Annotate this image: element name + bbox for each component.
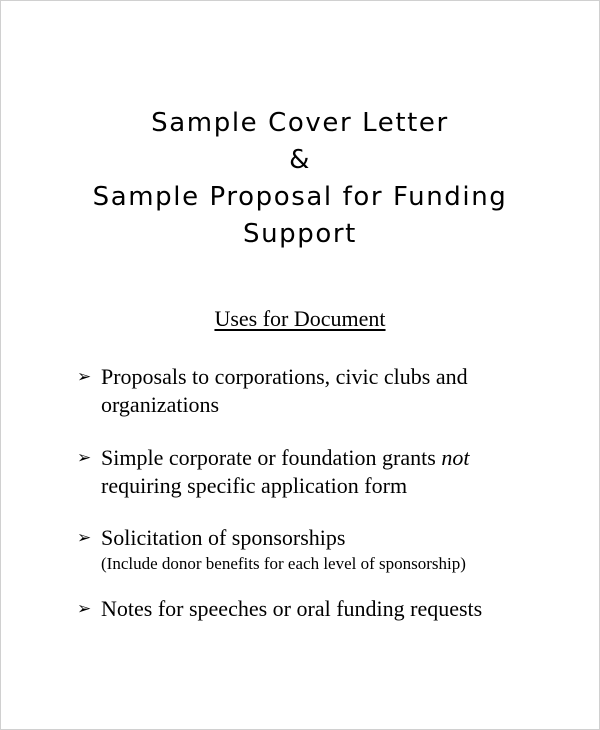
title-line-4: Support (243, 219, 357, 249)
title-line-3: Sample Proposal for Funding (92, 182, 508, 212)
list-item-text-end: requiring specific application form (101, 473, 408, 498)
arrow-bullet-icon: ➢ (77, 448, 92, 468)
title-line-2: & (289, 145, 311, 175)
list-item-main-text: Solicitation of sponsorships (101, 525, 346, 550)
arrow-bullet-icon: ➢ (77, 599, 92, 619)
list-item-text-start: Simple corporate or foundation grants (101, 445, 442, 470)
title-line-1: Sample Cover Letter (151, 108, 449, 138)
list-item-text (101, 524, 577, 576)
list-item (77, 363, 577, 419)
document-title (1, 105, 599, 253)
list-item-note: (Include donor benefits for each level of sponsorship) (101, 554, 466, 573)
list-item (77, 444, 577, 500)
list-item-text (101, 444, 577, 500)
uses-heading (1, 306, 599, 332)
list-item (77, 595, 577, 623)
arrow-bullet-icon: ➢ (77, 528, 92, 548)
list-item (77, 524, 577, 576)
list-item-text: Proposals to corporations, civic clubs and organizations (101, 364, 468, 417)
list-item-text: Notes for speeches or oral funding requests (101, 596, 483, 621)
list-item-emphasis: not (441, 445, 470, 470)
arrow-bullet-icon: ➢ (77, 367, 92, 387)
uses-heading-text: Uses for Document (214, 306, 386, 331)
